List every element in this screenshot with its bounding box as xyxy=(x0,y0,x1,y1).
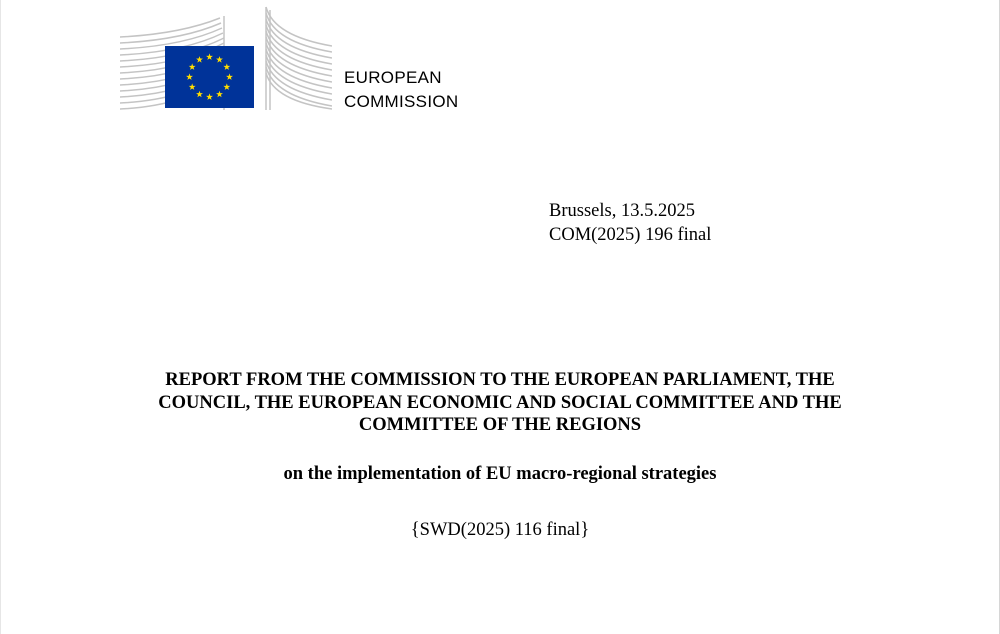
document-number: COM(2025) 196 final xyxy=(549,225,712,245)
report-title-line: REPORT FROM THE COMMISSION TO THE EUROPEAN PARLIAMENT, THE xyxy=(165,370,835,390)
logo-text-european: EUROPEAN xyxy=(344,68,442,87)
report-subject: on the implementation of EU macro-regional strategies xyxy=(283,464,717,484)
report-title-line: COMMITTEE OF THE REGIONS xyxy=(358,415,642,435)
european-commission-logo-icon xyxy=(120,6,332,110)
report-title xyxy=(0,369,1000,437)
place-and-date: Brussels, 13.5.2025 xyxy=(549,201,695,221)
logo-text-commission: COMMISSION xyxy=(344,92,459,111)
report-title-line: COUNCIL, THE EUROPEAN ECONOMIC AND SOCIAL COMMITTEE AND THE xyxy=(158,392,842,413)
related-document-reference: {SWD(2025) 116 final} xyxy=(410,520,590,540)
